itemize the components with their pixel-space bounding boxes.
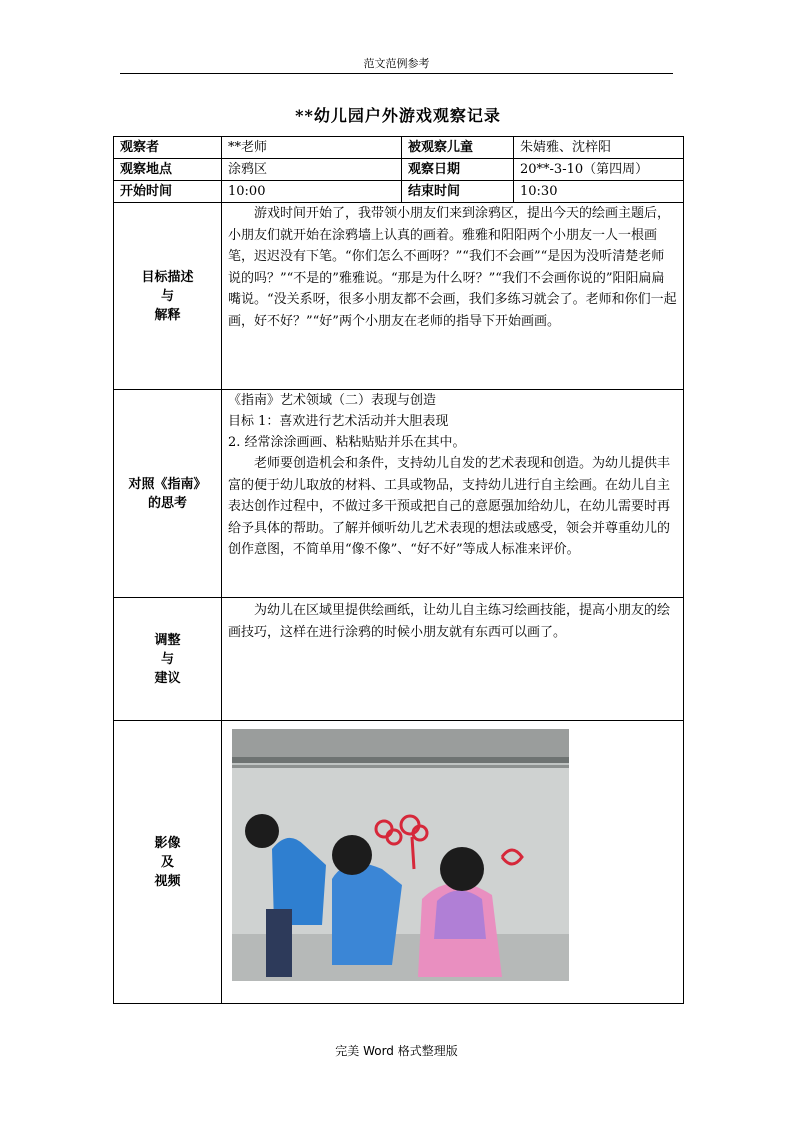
end-label: 结束时间 <box>402 181 514 203</box>
goal-section-label: 目标描述 与 解释 <box>114 203 222 390</box>
observer-value: **老师 <box>222 137 402 159</box>
guide-reflection <box>222 390 684 598</box>
media-section-label: 影像 及 视频 <box>114 721 222 1004</box>
start-label: 开始时间 <box>114 181 222 203</box>
start-value: 10:00 <box>222 181 402 203</box>
table-row <box>114 721 684 1004</box>
page-footer: 完美 Word 格式整理版 <box>335 1044 458 1058</box>
goal-description <box>222 203 684 390</box>
table-row <box>114 598 684 721</box>
guide-paragraph: 老师要创造机会和条件，支持幼儿自发的艺术表现和创造。为幼儿提供丰富的便于幼儿取放的材料、工具或物品，支持幼儿进行自主绘画。在幼儿自主表达创作过程中，不做过多干预或把自己的意愿强加给幼儿，在幼儿需要时再给予具体的帮助。了解并倾听幼儿艺术表现的想法或感受，领会并尊重幼儿的创作意图，不简单用“像不像”、“好不好”等成人标准来评价。 <box>228 456 671 557</box>
date-label: 观察日期 <box>402 159 514 181</box>
child-label: 被观察儿童 <box>402 137 514 159</box>
header-divider <box>120 73 673 74</box>
observation-table <box>113 136 684 1004</box>
guide-section-label: 对照《指南》 的思考 <box>114 390 222 598</box>
page-title: **幼儿园户外游戏观察记录 <box>295 106 501 125</box>
place-label: 观察地点 <box>114 159 222 181</box>
guide-goal: 目标 1：喜欢进行艺术活动并大胆表现 <box>228 414 449 429</box>
table-row <box>114 137 684 159</box>
adjust-section-label: 调整 与 建议 <box>114 598 222 721</box>
children-painting-photo <box>232 729 569 981</box>
children-value: 朱婧雅、沈梓阳 <box>514 137 684 159</box>
table-row <box>114 390 684 598</box>
media-cell <box>222 721 684 1004</box>
guide-item: 2. 经常涂涂画画、粘粘贴贴并乐在其中。 <box>228 435 466 450</box>
adjust-paragraph: 为幼儿在区域里提供绘画纸，让幼儿自主练习绘画技能，提高小朋友的绘画技巧，这样在进行涂鸦的时候小朋友就有东西可以画了。 <box>228 603 671 640</box>
observer-label: 观察者 <box>114 137 222 159</box>
table-row <box>114 159 684 181</box>
place-value: 涂鸦区 <box>222 159 402 181</box>
table-row <box>114 181 684 203</box>
page-header: 范文范例参考 <box>363 57 430 70</box>
date-value: 20**-3-10（第四周） <box>514 159 684 181</box>
guide-heading: 《指南》艺术领域（二）表现与创造 <box>228 393 437 408</box>
adjust-suggestion <box>222 598 684 721</box>
table-row <box>114 203 684 390</box>
goal-paragraph: 游戏时间开始了，我带领小朋友们来到涂鸦区，提出今天的绘画主题后，小朋友们就开始在涂鸦墙上认真的画着。雅雅和阳阳两个小朋友一人一根画笔，迟迟没有下笔。“你们怎么不画呀？”“我们不会画”“是因为没听清楚老师说的吗？”“不是的”雅雅说。“那是为什么呀？”“我们不会画你说的”阳阳扁扁嘴说。“没关系呀，很多小朋友都不会画，我们多练习就会了。老师和你们一起画，好不好？”“好”两个小朋友在老师的指导下开始画画。 <box>228 206 677 329</box>
end-value: 10:30 <box>514 181 684 203</box>
